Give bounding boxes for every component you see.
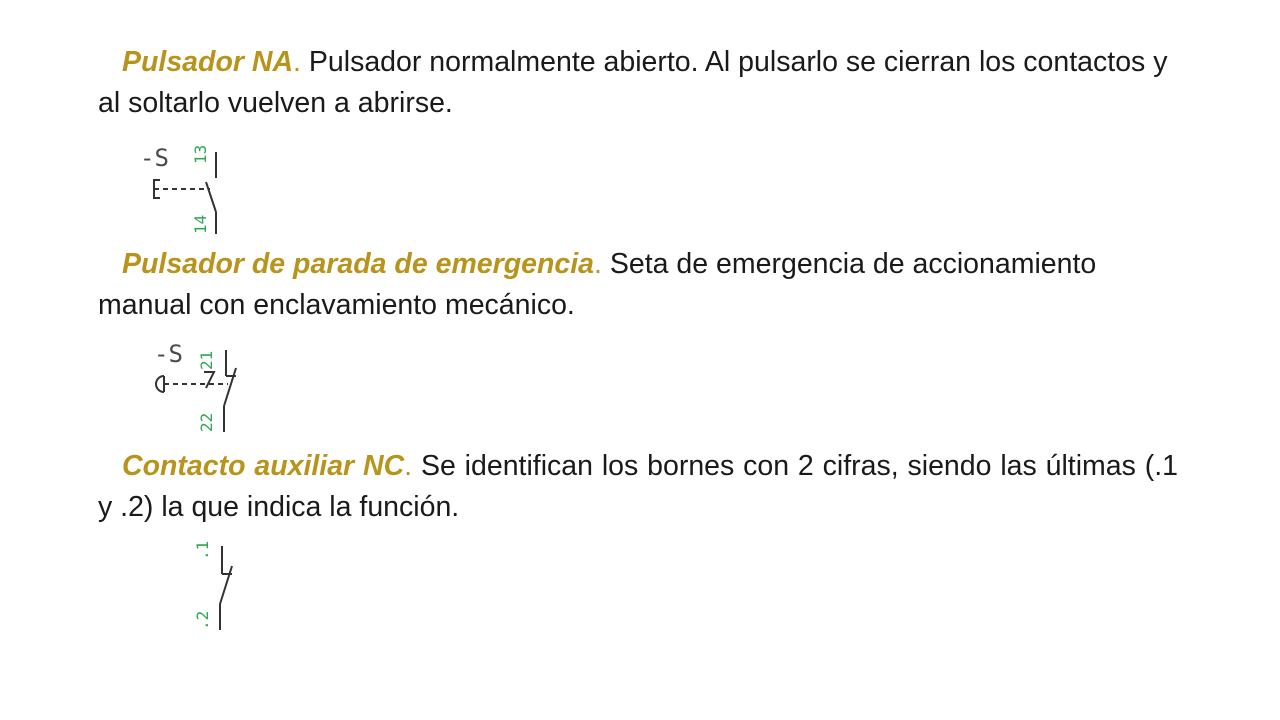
symbol-label-s: -S xyxy=(140,144,169,172)
terminal-13: 13 xyxy=(191,144,210,164)
terminal-22: 22 xyxy=(197,412,216,432)
symbol-label-s: -S xyxy=(154,340,183,368)
terminal-dot-1: .1 xyxy=(193,540,212,560)
description-contacto-auxiliar-nc: Se identifican los bornes con 2 cifras, siendo las últimas (.1 y .2) la que indica la función. xyxy=(98,450,1178,523)
pushbutton-no-symbol xyxy=(138,140,238,240)
description-parada-emergencia: Seta de emergencia de accionamiento manual con enclavamiento mecánico. xyxy=(98,248,1097,321)
auxiliary-nc-contact-symbol xyxy=(176,534,248,634)
term-parada-emergencia: Pulsador de parada de emergencia xyxy=(122,248,595,280)
term-pulsador-na: Pulsador NA xyxy=(122,46,294,78)
description-pulsador-na: Pulsador normalmente abierto. Al pulsarlo se cierran los contactos y al soltarlo vuelven a abrirse. xyxy=(98,46,1168,119)
terminal-14: 14 xyxy=(191,214,210,234)
paragraph-pulsador-na: Pulsador NA. Pulsador normalmente abierto. Al pulsarlo se cierran los contactos y al soltarlo vuelven a abrirse. xyxy=(98,46,1168,119)
emergency-stop-symbol xyxy=(150,336,246,436)
term-contacto-auxiliar-nc: Contacto auxiliar NC xyxy=(122,450,405,482)
terminal-dot-2: .2 xyxy=(193,610,212,630)
terminal-21: 21 xyxy=(197,350,216,370)
paragraph-contacto-auxiliar-nc: Contacto auxiliar NC. Se identifican los bornes con 2 cifras, siendo las últimas (.1 y .2) la que indica la función. xyxy=(98,450,1178,523)
paragraph-parada-emergencia: Pulsador de parada de emergencia. Seta de emergencia de accionamiento manual con enclavamiento mecánico. xyxy=(98,248,1097,321)
